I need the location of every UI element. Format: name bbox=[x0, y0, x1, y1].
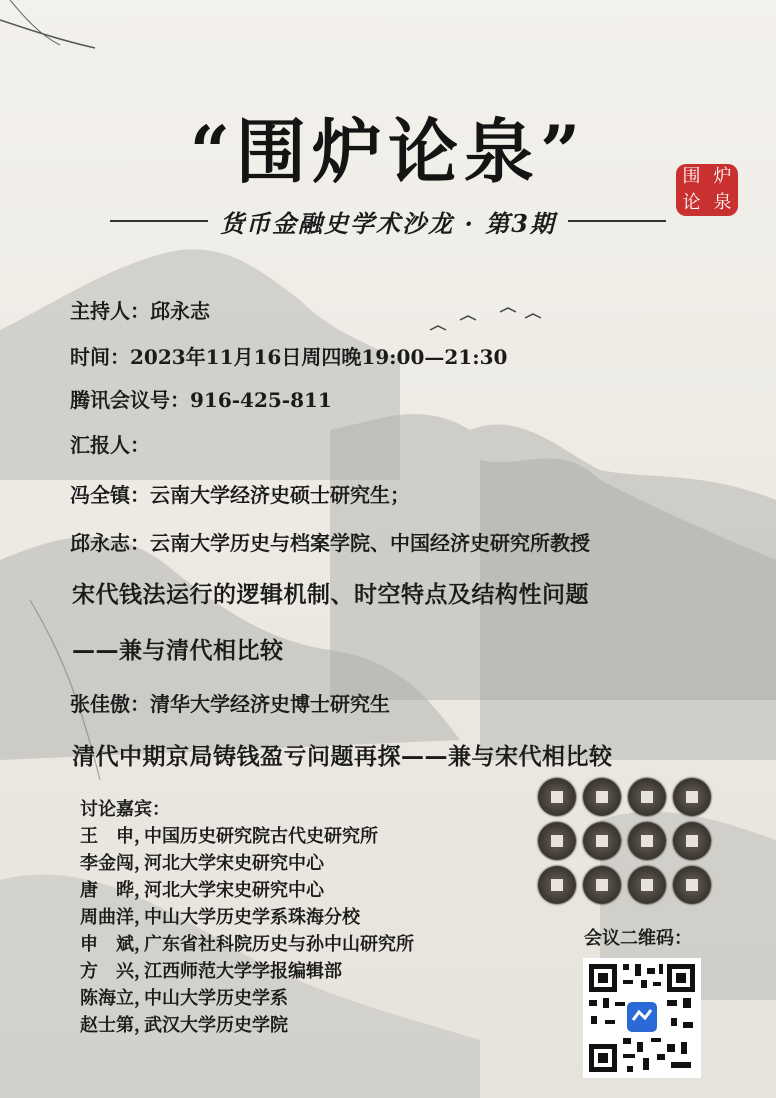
discussant-row bbox=[80, 931, 414, 958]
discussant-affiliation: 河北大学宋史研究中心 bbox=[144, 853, 324, 874]
coin-icon bbox=[628, 866, 666, 904]
coin-icon bbox=[583, 778, 621, 816]
discussant-name: 唐 晔， bbox=[80, 880, 152, 901]
time-line: 时间：2023年11月16日周四晚19:00—21:30 bbox=[70, 345, 508, 369]
discussants-list bbox=[80, 796, 414, 1039]
qr-label: 会议二维码： bbox=[584, 928, 692, 949]
discussant-name: 周曲洋， bbox=[80, 907, 152, 928]
discussant-affiliation: 河北大学宋史研究中心 bbox=[144, 880, 324, 901]
coin-icon bbox=[538, 822, 576, 860]
reporter-line: 冯全镇：云南大学经济史硕士研究生； bbox=[70, 483, 410, 507]
seal-char: 炉 bbox=[713, 166, 732, 187]
seal-char: 论 bbox=[682, 192, 701, 213]
discussant-name: 方 兴， bbox=[80, 961, 152, 982]
discussant-affiliation: 中山大学历史学系 bbox=[144, 988, 288, 1009]
talk-subtitle: ——兼与清代相比较 bbox=[72, 638, 284, 664]
discussant-row bbox=[80, 850, 414, 877]
discussant-name: 王 申， bbox=[80, 826, 152, 847]
seal-char: 泉 bbox=[713, 192, 732, 213]
discussant-row bbox=[80, 958, 414, 985]
poster-title: “围炉论泉” bbox=[189, 110, 587, 193]
meeting-qr-code[interactable] bbox=[583, 958, 701, 1078]
talk-title: 清代中期京局铸钱盈亏问题再探——兼与宋代相比较 bbox=[72, 744, 613, 770]
red-seal-stamp bbox=[676, 164, 738, 216]
discussant-name: 李金闯， bbox=[80, 853, 152, 874]
discussant-row bbox=[80, 985, 414, 1012]
reporters-heading: 汇报人： bbox=[70, 433, 150, 457]
coin-icon bbox=[583, 866, 621, 904]
discussant-affiliation: 江西师范大学学报编辑部 bbox=[144, 961, 342, 982]
discussant-row bbox=[80, 1012, 414, 1039]
discussants-heading: 讨论嘉宾： bbox=[80, 799, 170, 820]
coin-icon bbox=[583, 822, 621, 860]
coin-icon bbox=[628, 822, 666, 860]
discussant-affiliation: 中国历史研究院古代史研究所 bbox=[144, 826, 378, 847]
subtitle-rule-right bbox=[568, 220, 666, 222]
reporter-line: 张佳傲：清华大学经济史博士研究生 bbox=[70, 692, 390, 716]
discussant-name: 申 斌， bbox=[80, 934, 152, 955]
discussant-affiliation: 广东省社科院历史与孙中山研究所 bbox=[144, 934, 414, 955]
discussant-affiliation: 中山大学历史学系珠海分校 bbox=[144, 907, 360, 928]
discussant-name: 陈海立， bbox=[80, 988, 152, 1009]
coin-icon bbox=[673, 822, 711, 860]
discussant-row bbox=[80, 823, 414, 850]
talk-title: 宋代钱法运行的逻辑机制、时空特点及结构性问题 bbox=[72, 582, 589, 608]
discussant-affiliation: 武汉大学历史学院 bbox=[144, 1015, 288, 1036]
coin-icon bbox=[673, 866, 711, 904]
discussant-row bbox=[80, 904, 414, 931]
coin-icon bbox=[538, 866, 576, 904]
coin-icon bbox=[673, 778, 711, 816]
subtitle-rule-left bbox=[110, 220, 208, 222]
subtitle-row bbox=[110, 204, 666, 238]
discussant-row bbox=[80, 877, 414, 904]
meeting-id-line: 腾讯会议号：916-425-811 bbox=[70, 388, 332, 412]
seal-char: 围 bbox=[682, 166, 701, 187]
reporter-line: 邱永志：云南大学历史与档案学院、中国经济史研究所教授 bbox=[70, 531, 590, 555]
ancient-coins-image bbox=[538, 778, 714, 906]
discussant-name: 赵士第， bbox=[80, 1015, 152, 1036]
coin-icon bbox=[538, 778, 576, 816]
subtitle: 货币金融史学术沙龙 · 第3期 bbox=[220, 208, 556, 238]
host-line: 主持人：邱永志 bbox=[70, 299, 210, 323]
coin-icon bbox=[628, 778, 666, 816]
